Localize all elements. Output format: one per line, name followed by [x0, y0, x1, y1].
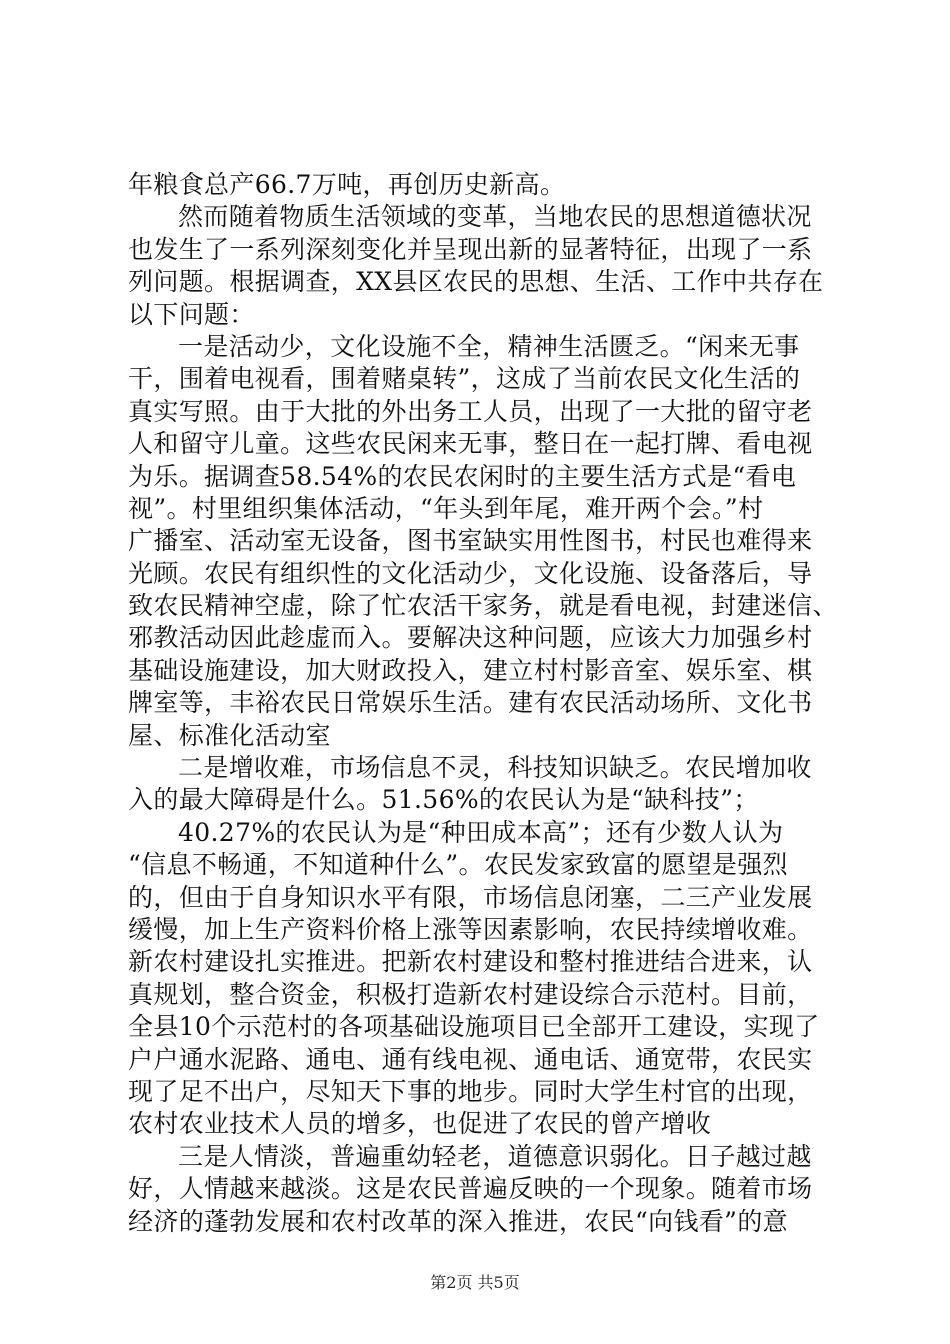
text-line: 视”。村里组织集体活动，“年头到年尾，难开两个会。”村	[128, 493, 764, 523]
page-number-footer: 第2页 共5页	[430, 1273, 520, 1292]
text-line: 的，但由于自身知识水平有限，市场信息闭塞，二三产业发展	[128, 882, 813, 912]
text-line: 现了足不出户，尽知天下事的地步。同时大学生村官的出现，	[128, 1076, 813, 1106]
text-line: 广播室、活动室无设备，图书室缺实用性图书，村民也难得来	[128, 526, 813, 556]
text-line: 年粮食总产66.7万吨，再创历史新高。	[128, 170, 566, 199]
body-text	[128, 169, 838, 1238]
text-line: 干，围着电视看，围着赌桌转”，这成了当前农民文化生活的	[128, 364, 801, 394]
text-line: 经济的蓬勃发展和农村改革的深入推进，农民“向钱看”的意	[128, 1206, 789, 1236]
text-line: 然而随着物质生活领域的变革，当地农民的思想道德状况	[178, 202, 812, 232]
text-line: 40.27%的农民认为是“种田成本高”；还有少数人认为	[178, 817, 784, 847]
text-line: 为乐。据调查58.54%的农民农闲时的主要生活方式是“看电	[128, 461, 797, 491]
text-line: 邪教活动因此趁虚而入。要解决这种问题，应该大力加强乡村	[128, 623, 813, 653]
text-line: “信息不畅通，不知道种什么”。农民发家致富的愿望是强烈	[128, 850, 789, 880]
text-line: 也发生了一系列深刻变化并呈现出新的显著特征，出现了一系	[128, 234, 813, 264]
text-line: 好，人情越来越淡。这是农民普遍反映的一个现象。随着市场	[128, 1174, 813, 1204]
text-line: 全县10个示范村的各项基础设施项目已全部开工建设，实现了	[128, 1012, 820, 1042]
text-line: 真规划，整合资金，积极打造新农村建设综合示范村。目前，	[128, 979, 813, 1009]
text-line: 入的最大障碍是什么。51.56%的农民认为是“缺科技”；	[128, 785, 759, 815]
text-line: 列问题。根据调查，XX县区农民的思想、生活、工作中共存在	[128, 267, 824, 297]
text-line: 屋、标准化活动室	[128, 720, 331, 750]
text-line: 真实写照。由于大批的外出务工人员，出现了一大批的留守老	[128, 396, 813, 426]
text-line: 缓慢，加上生产资料价格上涨等因素影响，农民持续增收难。	[128, 914, 813, 944]
text-line: 新农村建设扎实推进。把新农村建设和整村推进结合进来，认	[128, 947, 813, 977]
text-line: 农村农业技术人员的增多，也促进了农民的曾产增收	[128, 1109, 712, 1139]
text-line: 三是人情淡，普遍重幼轻老，道德意识弱化。日子越过越	[178, 1141, 812, 1171]
text-line: 人和留守儿童。这些农民闲来无事，整日在一起打牌、看电视	[128, 429, 813, 459]
text-line: 致农民精神空虚，除了忙农活干家务，就是看电视，封建迷信、	[128, 591, 838, 621]
text-line: 一是活动少，文化设施不全，精神生活匮乏。“闲来无事	[178, 331, 800, 361]
text-line: 二是增收难，市场信息不灵，科技知识缺乏。农民增加收	[178, 753, 812, 783]
text-line: 以下问题：	[128, 299, 255, 329]
text-line: 牌室等，丰裕农民日常娱乐生活。建有农民活动场所、文化书	[128, 688, 813, 718]
text-line: 基础设施建设，加大财政投入，建立村村影音室、娱乐室、棋	[128, 655, 813, 685]
text-line: 户户通水泥路、通电、通有线电视、通电话、通宽带，农民实	[128, 1044, 813, 1074]
text-line: 光顾。农民有组织性的文化活动少，文化设施、设备落后，导	[128, 558, 813, 588]
